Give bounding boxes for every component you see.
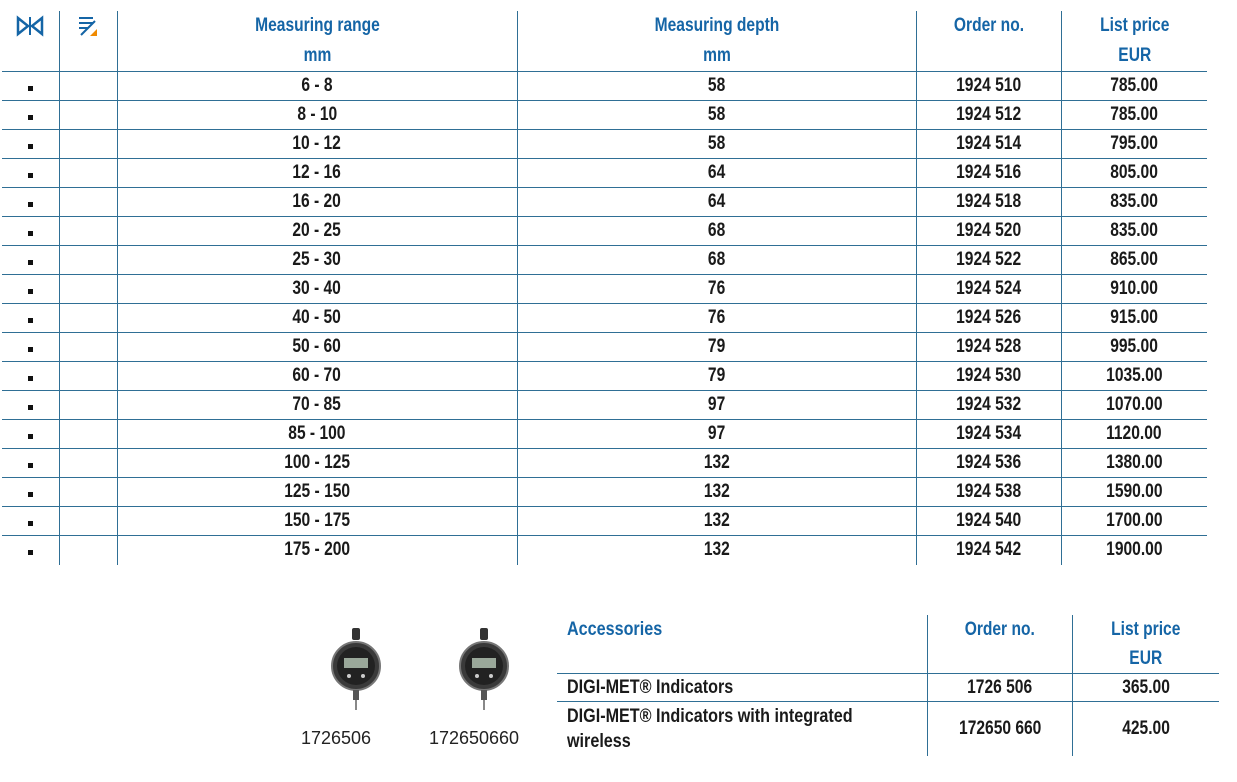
notes-cell <box>59 536 117 565</box>
order-no-cell <box>916 478 1061 507</box>
table-header-row <box>2 11 1207 72</box>
accessories-header-price <box>1073 615 1219 674</box>
availability-square-icon <box>28 347 33 352</box>
order-no-value: 1924 536 <box>956 452 1021 473</box>
availability-marker <box>2 391 59 420</box>
measuring-depth-cell <box>517 159 916 188</box>
order-no-cell <box>916 304 1061 333</box>
measuring-depth-value: 132 <box>703 539 730 561</box>
list-price-cell <box>1061 449 1207 478</box>
order-no-cell <box>916 217 1061 246</box>
availability-square-icon <box>28 231 33 236</box>
measuring-range-cell <box>117 478 517 507</box>
measuring-range-value: 20 - 25 <box>292 220 342 241</box>
indicator-1-label: 1726506 <box>300 728 372 748</box>
measuring-range-value: 10 - 12 <box>292 133 342 154</box>
measuring-range-cell <box>117 333 517 362</box>
notes-cell <box>59 188 117 217</box>
notes-cell <box>59 217 117 246</box>
accessory-name <box>557 702 928 756</box>
availability-square-icon <box>28 144 33 149</box>
accessory-name-text: DIGI-MET® Indicators <box>567 677 734 698</box>
table-row <box>2 478 1207 507</box>
accessory-order <box>928 674 1073 702</box>
order-no-value: 1924 528 <box>956 336 1021 357</box>
measuring-depth-cell <box>517 246 916 275</box>
order-no-value: 1924 516 <box>956 162 1021 183</box>
digital-indicator-image-2 <box>454 628 514 710</box>
availability-square-icon <box>28 260 33 265</box>
measuring-range-cell <box>117 449 517 478</box>
availability-square-icon <box>28 434 33 439</box>
accessories-header-name <box>557 615 928 674</box>
list-price-value: 785.00 <box>1110 104 1159 125</box>
measuring-range-cell <box>117 101 517 130</box>
list-price-cell <box>1061 159 1207 188</box>
order-no-value: 1924 510 <box>956 75 1021 96</box>
table-row <box>2 101 1207 130</box>
availability-marker <box>2 362 59 391</box>
availability-marker <box>2 246 59 275</box>
list-price-cell <box>1061 478 1207 507</box>
accessory-price <box>1073 674 1219 702</box>
list-price-cell <box>1061 246 1207 275</box>
availability-marker <box>2 275 59 304</box>
table-row <box>2 159 1207 188</box>
header-measuring-depth-label: Measuring depth <box>654 15 779 36</box>
availability-square-icon <box>28 86 33 91</box>
measuring-range-cell <box>117 304 517 333</box>
accessories-header-price-unit: EUR <box>1129 648 1163 669</box>
notes-cell <box>59 362 117 391</box>
measuring-depth-cell <box>517 507 916 536</box>
order-no-value: 1924 534 <box>956 423 1021 444</box>
header-measuring-range-unit: mm <box>303 45 331 66</box>
order-no-value: 1924 514 <box>956 133 1021 154</box>
measuring-range-value: 85 - 100 <box>288 423 346 444</box>
availability-marker <box>2 217 59 246</box>
order-no-cell <box>916 188 1061 217</box>
availability-marker <box>2 478 59 507</box>
accessory-row <box>557 674 1219 702</box>
list-price-value: 995.00 <box>1110 336 1159 357</box>
measuring-depth-cell <box>517 333 916 362</box>
availability-marker <box>2 333 59 362</box>
table-row <box>2 391 1207 420</box>
measuring-depth-value: 68 <box>707 249 726 270</box>
measuring-range-cell <box>117 72 517 101</box>
notes-cell <box>59 507 117 536</box>
table-row <box>2 420 1207 449</box>
notes-cell <box>59 246 117 275</box>
header-list-price <box>1061 11 1207 72</box>
accessories-header-order-label: Order no. <box>964 619 1036 640</box>
measuring-range-value: 30 - 40 <box>292 278 342 299</box>
list-price-cell <box>1061 333 1207 362</box>
list-price-value: 1590.00 <box>1106 481 1163 502</box>
measuring-range-table <box>2 11 1207 565</box>
order-no-cell <box>916 101 1061 130</box>
measuring-range-cell <box>117 536 517 565</box>
measuring-depth-cell <box>517 420 916 449</box>
header-order-no-label: Order no. <box>953 15 1024 36</box>
measuring-depth-value: 58 <box>707 133 726 154</box>
measuring-range-value: 25 - 30 <box>292 249 342 270</box>
measuring-depth-value: 76 <box>707 307 726 328</box>
list-price-cell <box>1061 275 1207 304</box>
accessory-order-text: 172650 660 <box>958 717 1042 739</box>
list-price-value: 1035.00 <box>1106 365 1163 386</box>
measuring-depth-cell <box>517 449 916 478</box>
accessory-name <box>557 674 928 702</box>
list-price-value: 910.00 <box>1110 278 1159 299</box>
table-row <box>2 304 1207 333</box>
measuring-depth-cell <box>517 130 916 159</box>
notes-cell <box>59 72 117 101</box>
measuring-range-cell <box>117 362 517 391</box>
availability-marker <box>2 72 59 101</box>
availability-marker <box>2 188 59 217</box>
order-no-value: 1924 520 <box>956 220 1021 241</box>
measuring-depth-value: 132 <box>703 481 730 502</box>
list-price-cell <box>1061 72 1207 101</box>
table-row <box>2 362 1207 391</box>
list-price-value: 1120.00 <box>1106 423 1162 444</box>
header-measuring-range-label: Measuring range <box>254 15 380 36</box>
measuring-range-cell <box>117 391 517 420</box>
measuring-depth-value: 97 <box>707 423 726 444</box>
order-no-value: 1924 522 <box>956 249 1021 270</box>
measuring-range-value: 8 - 10 <box>297 104 337 125</box>
measuring-range-value: 70 - 85 <box>292 394 342 415</box>
measuring-depth-cell <box>517 217 916 246</box>
list-price-value: 1070.00 <box>1106 394 1163 415</box>
notes-cell <box>59 449 117 478</box>
header-measuring-range <box>117 11 517 72</box>
accessories-header-name-label: Accessories <box>567 619 663 640</box>
list-price-cell <box>1061 536 1207 565</box>
table-row <box>2 536 1207 565</box>
order-no-cell <box>916 420 1061 449</box>
order-no-value: 1924 524 <box>956 278 1021 299</box>
measuring-range-cell <box>117 130 517 159</box>
list-price-value: 805.00 <box>1110 162 1159 183</box>
measuring-range-cell <box>117 275 517 304</box>
order-no-value: 1924 530 <box>956 365 1021 386</box>
list-price-value: 835.00 <box>1110 191 1159 212</box>
header-measuring-depth <box>517 11 916 72</box>
availability-square-icon <box>28 289 33 294</box>
list-price-value: 1900.00 <box>1106 539 1163 561</box>
measuring-depth-cell <box>517 536 916 565</box>
indicator-2-label: 172650660 <box>428 728 520 748</box>
availability-marker <box>2 304 59 333</box>
list-price-cell <box>1061 420 1207 449</box>
accessory-name-text: DIGI-MET® Indicators with integrated wireless <box>567 705 853 752</box>
header-order-no <box>916 11 1061 72</box>
measuring-range-cell <box>117 217 517 246</box>
availability-marker <box>2 130 59 159</box>
order-no-cell <box>916 246 1061 275</box>
notes-cell <box>59 420 117 449</box>
list-price-cell <box>1061 391 1207 420</box>
notes-cell <box>59 478 117 507</box>
table-row <box>2 246 1207 275</box>
notes-cell <box>59 275 117 304</box>
measuring-depth-value: 64 <box>707 162 726 183</box>
availability-square-icon <box>28 376 33 381</box>
table-row <box>2 188 1207 217</box>
measuring-depth-cell <box>517 275 916 304</box>
order-no-value: 1924 512 <box>956 104 1021 125</box>
availability-marker <box>2 101 59 130</box>
measuring-jaws-icon <box>16 21 44 42</box>
header-list-price-label: List price <box>1099 15 1169 36</box>
measuring-depth-cell <box>517 72 916 101</box>
measuring-depth-cell <box>517 478 916 507</box>
order-no-cell <box>916 362 1061 391</box>
accessory-price <box>1073 702 1219 756</box>
list-price-cell <box>1061 188 1207 217</box>
measuring-range-cell <box>117 188 517 217</box>
availability-marker <box>2 420 59 449</box>
notes-cell <box>59 130 117 159</box>
list-price-cell <box>1061 362 1207 391</box>
measuring-range-cell <box>117 246 517 275</box>
order-no-value: 1924 526 <box>956 307 1021 328</box>
measuring-range-cell <box>117 159 517 188</box>
availability-marker <box>2 449 59 478</box>
measuring-depth-value: 97 <box>707 394 726 415</box>
table-row <box>2 507 1207 536</box>
measuring-range-value: 50 - 60 <box>292 336 342 357</box>
measuring-range-cell <box>117 507 517 536</box>
availability-marker <box>2 507 59 536</box>
order-no-value: 1924 532 <box>956 394 1021 415</box>
availability-square-icon <box>28 521 33 526</box>
order-no-cell <box>916 391 1061 420</box>
list-price-value: 795.00 <box>1110 133 1159 154</box>
availability-square-icon <box>28 318 33 323</box>
table-row <box>2 275 1207 304</box>
measuring-range-value: 60 - 70 <box>292 365 342 386</box>
order-no-value: 1924 518 <box>956 191 1021 212</box>
list-price-value: 1700.00 <box>1106 510 1163 531</box>
availability-marker <box>2 159 59 188</box>
order-no-cell <box>916 536 1061 565</box>
measuring-depth-value: 58 <box>707 104 726 125</box>
availability-square-icon <box>28 550 33 555</box>
table-row <box>2 333 1207 362</box>
measuring-depth-value: 132 <box>703 510 730 531</box>
list-price-value: 835.00 <box>1110 220 1159 241</box>
availability-square-icon <box>28 492 33 497</box>
order-no-cell <box>916 72 1061 101</box>
accessory-row <box>557 702 1219 756</box>
notes-cell <box>59 391 117 420</box>
measuring-range-value: 40 - 50 <box>292 307 342 328</box>
measuring-range-value: 100 - 125 <box>284 452 350 473</box>
accessories-table <box>557 615 1219 756</box>
accessory-price-text: 425.00 <box>1121 717 1170 739</box>
column-icon-notes <box>59 11 117 72</box>
order-no-cell <box>916 449 1061 478</box>
measuring-range-value: 125 - 150 <box>284 481 350 502</box>
order-no-cell <box>916 507 1061 536</box>
availability-square-icon <box>28 115 33 120</box>
order-no-cell <box>916 333 1061 362</box>
availability-square-icon <box>28 405 33 410</box>
list-price-cell <box>1061 130 1207 159</box>
measuring-depth-cell <box>517 188 916 217</box>
measuring-depth-value: 58 <box>707 75 726 96</box>
order-no-cell <box>916 130 1061 159</box>
measuring-range-value: 175 - 200 <box>284 539 350 561</box>
accessory-order-text: 1726 506 <box>967 676 1033 698</box>
measuring-range-value: 16 - 20 <box>292 191 342 212</box>
table-row <box>2 217 1207 246</box>
measuring-depth-cell <box>517 362 916 391</box>
column-icon-jaws <box>2 11 59 72</box>
notes-cell <box>59 159 117 188</box>
measuring-depth-cell <box>517 391 916 420</box>
header-list-price-unit: EUR <box>1117 45 1151 66</box>
notes-cell <box>59 101 117 130</box>
availability-square-icon <box>28 463 33 468</box>
measuring-depth-value: 76 <box>707 278 726 299</box>
accessories-header-order <box>928 615 1073 674</box>
measuring-range-cell <box>117 420 517 449</box>
order-no-cell <box>916 159 1061 188</box>
list-price-value: 785.00 <box>1110 75 1159 96</box>
measuring-range-value: 150 - 175 <box>284 510 350 531</box>
accessory-order <box>928 702 1073 756</box>
table-row <box>2 449 1207 478</box>
order-no-value: 1924 542 <box>956 539 1021 561</box>
availability-marker <box>2 536 59 565</box>
measuring-depth-value: 64 <box>707 191 726 212</box>
list-price-cell <box>1061 217 1207 246</box>
table-row <box>2 130 1207 159</box>
measuring-depth-value: 79 <box>707 365 726 386</box>
order-no-value: 1924 540 <box>956 510 1021 531</box>
order-no-cell <box>916 275 1061 304</box>
digital-indicator-image-1 <box>326 628 386 710</box>
measuring-depth-cell <box>517 304 916 333</box>
note-edit-icon <box>76 22 100 43</box>
accessories-header-price-label: List price <box>1111 619 1181 640</box>
availability-square-icon <box>28 202 33 207</box>
list-price-value: 865.00 <box>1110 249 1159 270</box>
measuring-range-value: 12 - 16 <box>292 162 342 183</box>
list-price-cell <box>1061 304 1207 333</box>
availability-square-icon <box>28 173 33 178</box>
measuring-depth-value: 68 <box>707 220 726 241</box>
measuring-depth-value: 132 <box>703 452 730 473</box>
notes-cell <box>59 333 117 362</box>
list-price-cell <box>1061 507 1207 536</box>
measuring-depth-cell <box>517 101 916 130</box>
order-no-value: 1924 538 <box>956 481 1021 502</box>
table-row <box>2 72 1207 101</box>
measuring-depth-value: 79 <box>707 336 726 357</box>
list-price-value: 915.00 <box>1110 307 1159 328</box>
measuring-range-value: 6 - 8 <box>301 75 333 96</box>
list-price-cell <box>1061 101 1207 130</box>
accessory-price-text: 365.00 <box>1121 676 1170 698</box>
notes-cell <box>59 304 117 333</box>
accessories-header-row <box>557 615 1219 674</box>
list-price-value: 1380.00 <box>1106 452 1163 473</box>
header-measuring-depth-unit: mm <box>702 45 731 66</box>
